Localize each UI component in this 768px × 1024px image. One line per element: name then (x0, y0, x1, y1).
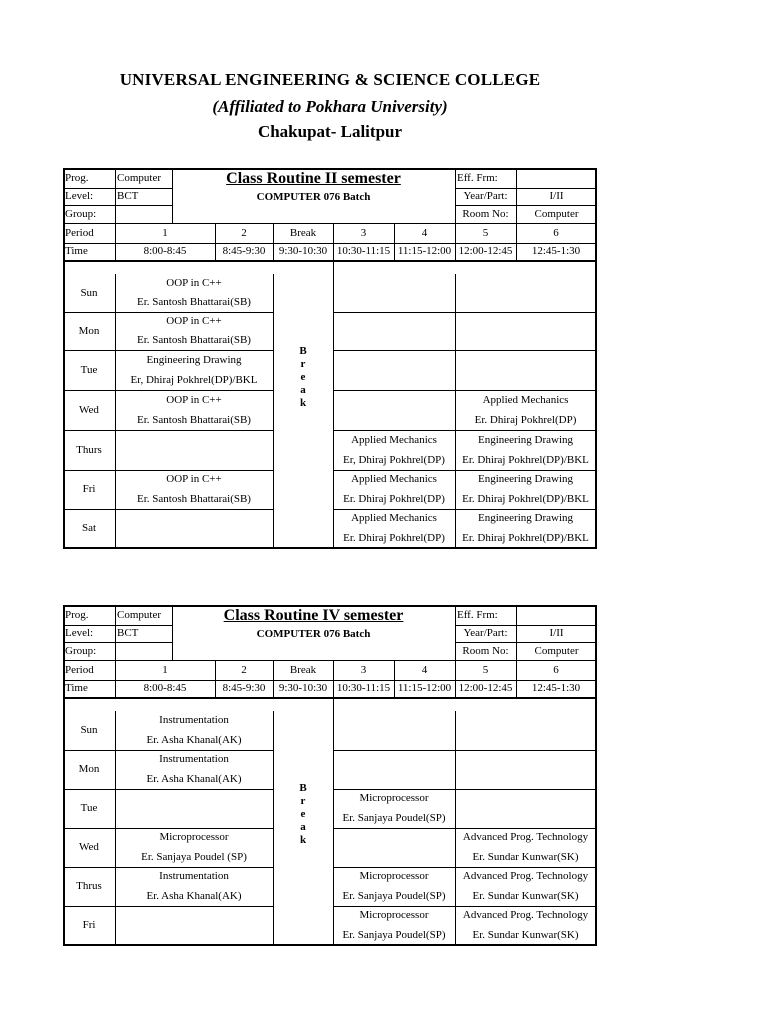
slot-periods-5-6 (455, 828, 597, 868)
period-label: Period (63, 660, 116, 681)
slot-periods-3-4-empty (333, 828, 456, 868)
slot-periods-3-4-empty (333, 750, 456, 790)
time-slot: 11:15-12:00 (394, 680, 456, 699)
teacher-name: Er. Asha Khanal(AK) (146, 733, 242, 746)
header-value-empty (115, 642, 173, 661)
slot-periods-5-6-empty (455, 312, 597, 351)
slot-periods-3-4-empty (333, 274, 456, 313)
period-number: 3 (333, 223, 395, 244)
teacher-name: Er. Dhiraj Pokhrel(DP)/BKL (462, 453, 589, 466)
day-label: Wed (63, 390, 116, 431)
routine-title: Class Routine IV semester (172, 605, 456, 626)
teacher-name: Er, Dhiraj Pokhrel(DP)/BKL (130, 373, 258, 386)
day-label: Wed (63, 828, 116, 868)
header-label: Year/Part: (455, 625, 517, 643)
time-label: Time (63, 680, 116, 699)
header-spacer (172, 642, 456, 661)
slot-periods-5-6-empty (455, 350, 597, 391)
subject-name: Engineering Drawing (146, 353, 242, 366)
header-value: Computer (115, 168, 173, 189)
slot-periods-5-6 (455, 430, 597, 471)
subject-name: Advanced Prog. Technology (462, 909, 589, 922)
slot-periods-1-2-empty (115, 906, 274, 946)
day-label: Mon (63, 750, 116, 790)
break-letter: B (299, 782, 307, 794)
time-slot: 12:00-12:45 (455, 243, 517, 262)
slot-periods-3-4-empty (333, 711, 456, 751)
subject-name: Applied Mechanics (351, 512, 437, 525)
day-label: Tue (63, 789, 116, 829)
slot-periods-1-2 (115, 867, 274, 907)
time-slot: 8:45-9:30 (215, 243, 274, 262)
break-letter: e (300, 371, 306, 383)
slot-periods-1-2 (115, 711, 274, 751)
slot-periods-1-2 (115, 350, 274, 391)
time-slot: 8:00-8:45 (115, 243, 216, 262)
slot-periods-5-6 (455, 867, 597, 907)
period-number: Break (273, 223, 334, 244)
header-value (516, 168, 597, 189)
header-label: Group: (63, 642, 116, 661)
period-number: 6 (516, 660, 597, 681)
header-label: Room No: (455, 205, 517, 224)
teacher-name: Er. Dhiraj Pokhrel(DP)/BKL (462, 492, 589, 505)
teacher-name: Er. Dhiraj Pokhrel(DP) (474, 413, 577, 426)
college-name: UNIVERSAL ENGINEERING & SCIENCE COLLEGE (119, 70, 541, 89)
break-letter: a (300, 821, 306, 833)
slot-periods-5-6-empty (455, 789, 597, 829)
slot-periods-1-2 (115, 470, 274, 510)
day-label: Thurs (63, 430, 116, 471)
time-slot: 8:45-9:30 (215, 680, 274, 699)
day-label: Sun (63, 274, 116, 313)
subject-name: OOP in C++ (166, 473, 222, 486)
teacher-name: Er. Dhiraj Pokhrel(DP) (343, 531, 445, 544)
teacher-name: Er. Sanjaya Poudel (SP) (141, 850, 247, 863)
day-label: Sat (63, 509, 116, 549)
slot-periods-5-6 (455, 906, 597, 946)
break-letter: k (299, 397, 307, 409)
teacher-name: Er. Sanjaya Poudel(SP) (342, 889, 446, 902)
slot-periods-1-2-empty (115, 509, 274, 549)
slot-periods-3-4 (333, 430, 456, 471)
subject-name: OOP in C++ (166, 393, 222, 406)
slot-periods-5-6-empty (455, 274, 597, 313)
subject-name: Engineering Drawing (478, 473, 573, 486)
slot-periods-1-2 (115, 828, 274, 868)
subject-name: Engineering Drawing (478, 433, 573, 446)
affiliation: (Affiliated to Pokhara University) (212, 97, 448, 116)
slot-periods-1-2-empty (115, 789, 274, 829)
subject-name: Instrumentation (159, 870, 229, 883)
period-number: 2 (215, 660, 274, 681)
slot-periods-5-6-empty (455, 711, 597, 751)
break-column (273, 698, 334, 946)
teacher-name: Er. Santosh Bhattarai(SB) (137, 296, 251, 308)
day-label: Thrus (63, 867, 116, 907)
header-value: I/II (516, 625, 597, 643)
break-letter: r (300, 358, 306, 370)
break-letter: e (300, 808, 306, 820)
day-label: Fri (63, 470, 116, 510)
period-label: Period (63, 223, 116, 244)
slot-periods-3-4 (333, 509, 456, 549)
header-label: Room No: (455, 642, 517, 661)
teacher-name: Er. Asha Khanal(AK) (146, 772, 242, 785)
header-spacer (172, 205, 456, 224)
period-number: 6 (516, 223, 597, 244)
time-slot: 12:45-1:30 (516, 680, 597, 699)
slot-periods-5-6 (455, 390, 597, 431)
slot-periods-3-4-empty (333, 390, 456, 431)
subject-name: OOP in C++ (166, 277, 222, 289)
slot-periods-3-4 (333, 906, 456, 946)
day-label: Fri (63, 906, 116, 946)
header-value: Computer (115, 605, 173, 626)
time-slot: 8:00-8:45 (115, 680, 216, 699)
slot-periods-3-4 (333, 470, 456, 510)
subject-name: Microprocessor (159, 831, 229, 844)
teacher-name: Er. Sundar Kunwar(SK) (472, 850, 579, 863)
break-letter: a (300, 384, 306, 396)
header-value (516, 605, 597, 626)
time-slot: 10:30-11:15 (333, 243, 395, 262)
subject-name: OOP in C++ (166, 315, 222, 327)
header-value: BCT (115, 188, 173, 206)
slot-periods-1-2 (115, 312, 274, 351)
time-slot: 9:30-10:30 (273, 243, 334, 262)
slot-periods-1-2 (115, 750, 274, 790)
break-letter: B (299, 345, 307, 357)
header-label: Eff. Frm: (455, 168, 517, 189)
subject-name: Instrumentation (159, 753, 229, 766)
period-number: 2 (215, 223, 274, 244)
break-column (273, 261, 334, 549)
period-number: 5 (455, 223, 517, 244)
slot-periods-5-6-empty (455, 750, 597, 790)
batch-label: COMPUTER 076 Batch (172, 188, 456, 206)
slot-periods-5-6 (455, 509, 597, 549)
time-slot: 12:00-12:45 (455, 680, 517, 699)
subject-name: Advanced Prog. Technology (462, 831, 589, 844)
break-letter: r (300, 795, 306, 807)
time-slot: 11:15-12:00 (394, 243, 456, 262)
subject-name: Applied Mechanics (351, 433, 437, 446)
subject-name: Microprocessor (359, 909, 429, 922)
header-value: BCT (115, 625, 173, 643)
teacher-name: Er. Sundar Kunwar(SK) (472, 889, 579, 902)
header-label: Group: (63, 205, 116, 224)
period-number: Break (273, 660, 334, 681)
teacher-name: Er. Sundar Kunwar(SK) (472, 928, 579, 941)
slot-periods-3-4 (333, 867, 456, 907)
teacher-name: Er. Santosh Bhattarai(SB) (137, 334, 251, 346)
teacher-name: Er. Sanjaya Poudel(SP) (342, 811, 446, 824)
day-label: Tue (63, 350, 116, 391)
teacher-name: Er. Santosh Bhattarai(SB) (137, 492, 251, 505)
teacher-name: Er. Santosh Bhattarai(SB) (137, 413, 251, 426)
subject-name: Applied Mechanics (351, 473, 437, 486)
time-slot: 10:30-11:15 (333, 680, 395, 699)
header-value-empty (115, 205, 173, 224)
period-number: 3 (333, 660, 395, 681)
header-value: I/II (516, 188, 597, 206)
teacher-name: Er, Dhiraj Pokhrel(DP) (343, 453, 445, 466)
period-number: 1 (115, 223, 216, 244)
slot-periods-3-4-empty (333, 312, 456, 351)
slot-periods-1-2 (115, 274, 274, 313)
header-label: Prog. (63, 605, 116, 626)
slot-periods-1-2 (115, 390, 274, 431)
batch-label: COMPUTER 076 Batch (172, 625, 456, 643)
slot-periods-5-6 (455, 470, 597, 510)
header-value: Computer (516, 205, 597, 224)
period-number: 4 (394, 223, 456, 244)
location: Chakupat- Lalitpur (257, 122, 403, 141)
header-label: Level: (63, 625, 116, 643)
break-letter: k (299, 834, 307, 846)
period-number: 4 (394, 660, 456, 681)
header-label: Eff. Frm: (455, 605, 517, 626)
teacher-name: Er. Sanjaya Poudel(SP) (342, 928, 446, 941)
time-slot: 9:30-10:30 (273, 680, 334, 699)
subject-name: Instrumentation (159, 714, 229, 727)
slot-periods-3-4 (333, 789, 456, 829)
header-value: Computer (516, 642, 597, 661)
subject-name: Microprocessor (359, 870, 429, 883)
header-label: Year/Part: (455, 188, 517, 206)
day-label: Mon (63, 312, 116, 351)
slot-periods-3-4-empty (333, 350, 456, 391)
slot-periods-1-2-empty (115, 430, 274, 471)
subject-name: Microprocessor (359, 792, 429, 805)
teacher-name: Er. Dhiraj Pokhrel(DP)/BKL (462, 531, 589, 544)
day-label: Sun (63, 711, 116, 751)
header-label: Prog. (63, 168, 116, 189)
subject-name: Engineering Drawing (478, 512, 573, 525)
teacher-name: Er. Dhiraj Pokhrel(DP) (343, 492, 445, 505)
teacher-name: Er. Asha Khanal(AK) (146, 889, 242, 902)
period-number: 5 (455, 660, 517, 681)
period-number: 1 (115, 660, 216, 681)
time-label: Time (63, 243, 116, 262)
subject-name: Applied Mechanics (482, 393, 569, 406)
routine-title: Class Routine II semester (172, 168, 456, 189)
header-label: Level: (63, 188, 116, 206)
subject-name: Advanced Prog. Technology (462, 870, 589, 883)
time-slot: 12:45-1:30 (516, 243, 597, 262)
